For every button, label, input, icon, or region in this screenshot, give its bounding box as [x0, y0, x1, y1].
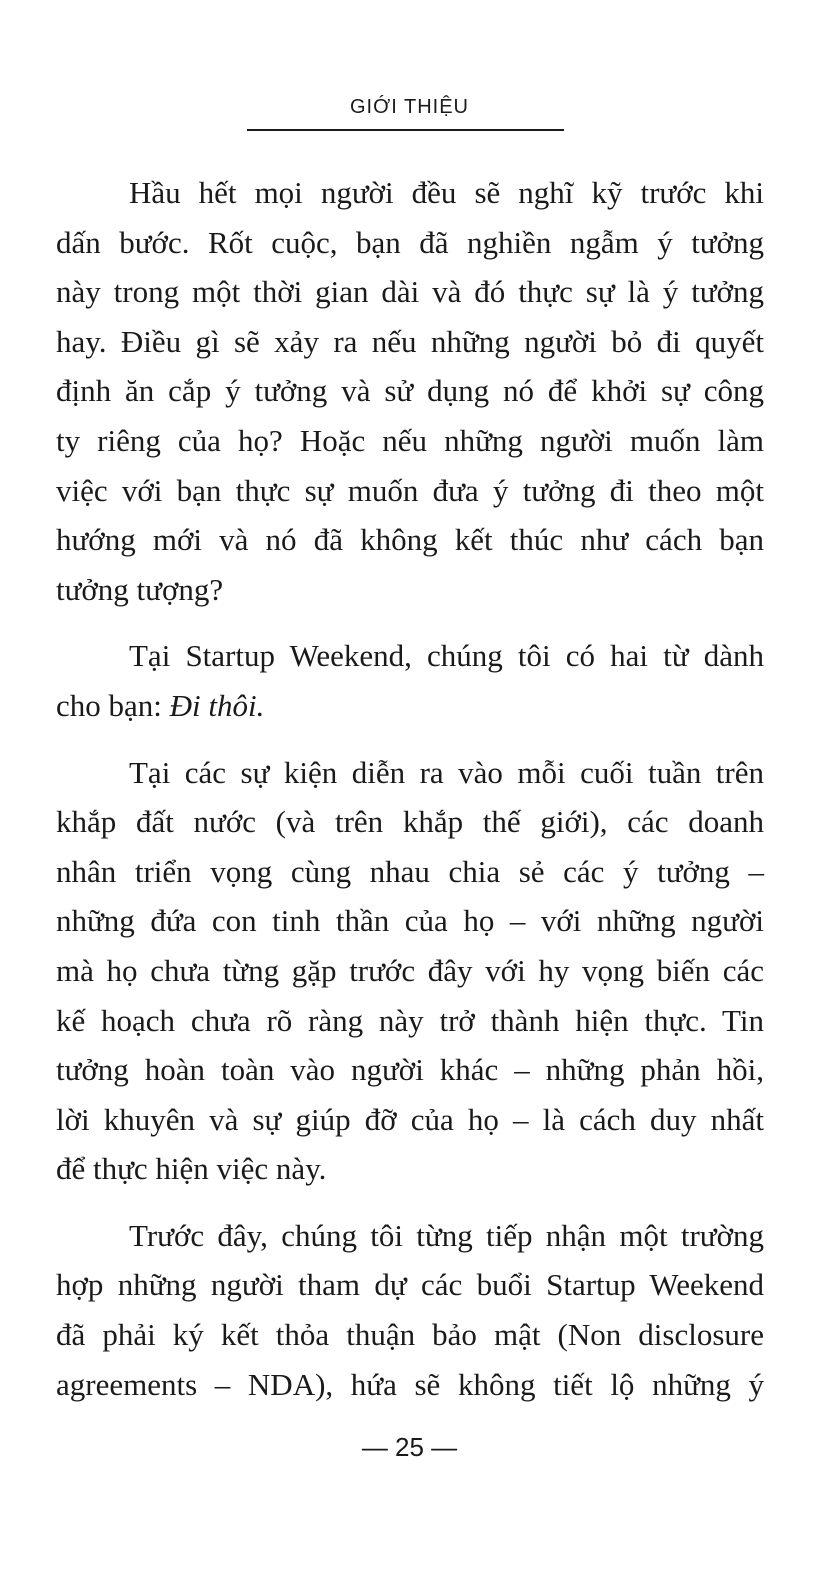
text-line: Tại Startup Weekend, chúng tôi có hai từ dành — [129, 638, 764, 674]
text-line: nhân triển vọng cùng nhau chia sẻ các ý tưởng – — [56, 853, 764, 889]
text-line: mà họ chưa từng gặp trước đây với hy vọng biến các — [56, 952, 764, 988]
page-number: — 25 — — [361, 1432, 458, 1462]
text-line: tưởng tượng? — [56, 571, 224, 607]
text-line: để thực hiện việc này. — [56, 1151, 327, 1187]
paragraph-2 — [56, 631, 764, 730]
paragraph-1 — [56, 168, 764, 614]
text-line: khắp đất nước (và trên khắp thế giới), các doanh — [56, 804, 764, 840]
text-segment: cho bạn: — [56, 687, 162, 723]
text-line: việc với bạn thực sự muốn đưa ý tưởng đi theo một — [56, 472, 764, 508]
emphasis-text: Đi thôi. — [169, 687, 265, 723]
text-line: hợp những người tham dự các buổi Startup Weekend — [56, 1267, 764, 1303]
text-line: Tại các sự kiện diễn ra vào mỗi cuối tuần trên — [129, 754, 764, 790]
text-line: hay. Điều gì sẽ xảy ra nếu những người bỏ đi quyết — [56, 323, 764, 359]
text-line: tưởng hoàn toàn vào người khác – những phản hồi, — [56, 1052, 764, 1088]
text-line: đã phải ký kết thỏa thuận bảo mật (Non disclosure — [56, 1317, 764, 1353]
paragraph-3 — [56, 748, 764, 1194]
text-line: ty riêng của họ? Hoặc nếu những người muốn làm — [56, 422, 764, 458]
text-line: lời khuyên và sự giúp đỡ của họ – là cách duy nhất — [56, 1101, 764, 1137]
paragraph-gap — [56, 614, 764, 631]
paragraph-gap — [56, 1194, 764, 1211]
paragraph-4 — [56, 1211, 764, 1409]
text-line: định ăn cắp ý tưởng và sử dụng nó để khởi sự công — [56, 373, 764, 409]
text-line: Hầu hết mọi người đều sẽ nghĩ kỹ trước khi — [129, 175, 764, 210]
text-line: dấn bước. Rốt cuộc, bạn đã nghiền ngẫm ý tưởng — [56, 224, 764, 260]
body-text — [56, 168, 764, 1409]
text-line: Trước đây, chúng tôi từng tiếp nhận một trường — [129, 1217, 764, 1253]
running-head-rule — [247, 129, 564, 131]
text-line: này trong một thời gian dài và đó thực sự là ý tưởng — [56, 274, 764, 310]
text-line: những đứa con tinh thần của họ – với những người — [56, 903, 764, 939]
paragraph-gap — [56, 731, 764, 748]
text-line: agreements – NDA), hứa sẽ không tiết lộ những ý — [56, 1366, 764, 1402]
text-line: kế hoạch chưa rõ ràng này trở thành hiện thực. Tin — [56, 1002, 764, 1038]
text-line-with-emphasis — [56, 681, 764, 731]
text-line: hướng mới và nó đã không kết thúc như cách bạn — [56, 522, 764, 558]
running-head: GIỚI THIỆU — [349, 96, 469, 118]
